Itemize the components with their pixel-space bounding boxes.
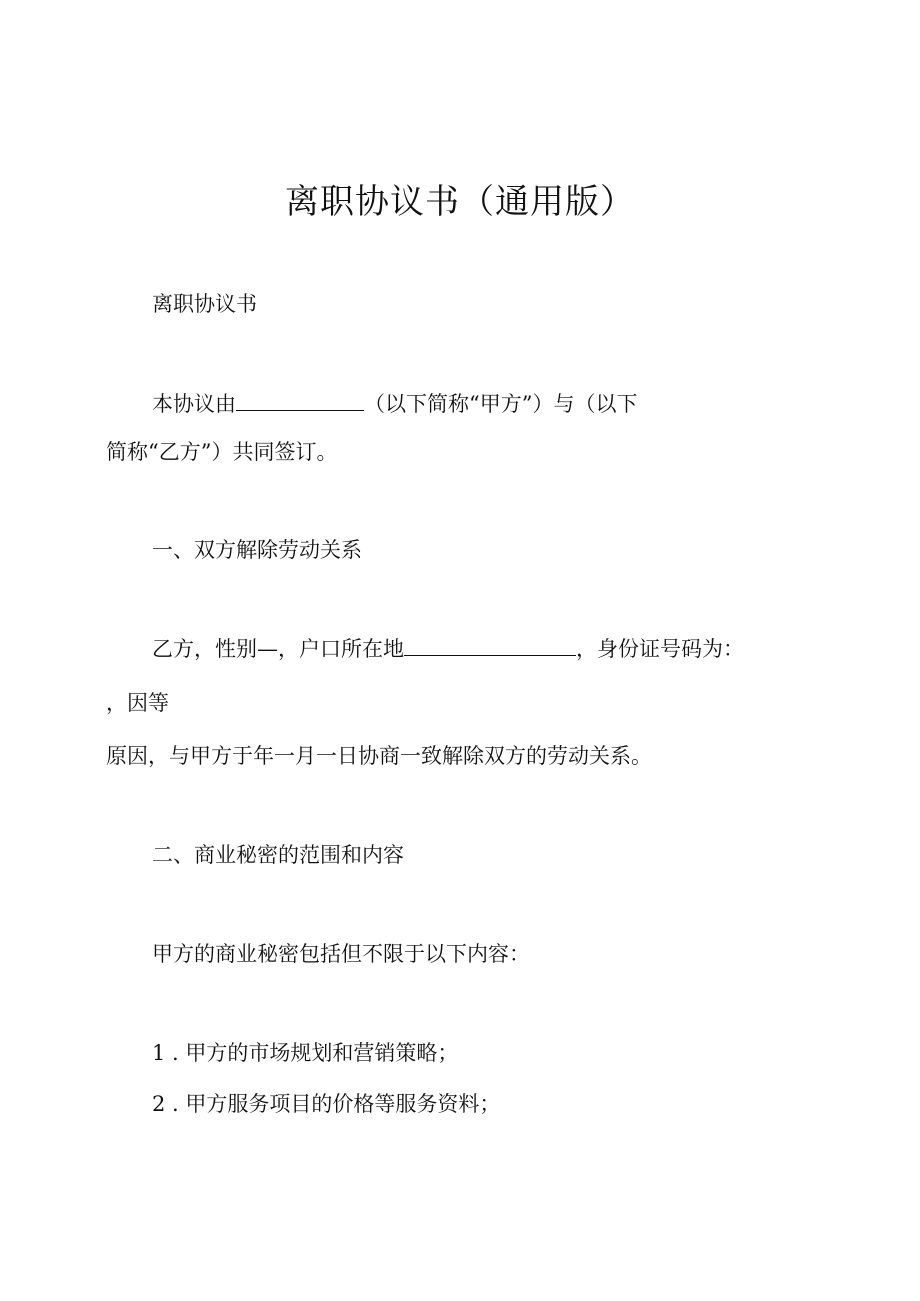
intro-text-1: 本协议由: [152, 392, 236, 416]
registered-residence-blank: [404, 635, 576, 656]
list-item: 1 . 甲方的市场规划和营销策略；: [152, 1041, 459, 1065]
intro-text-2: （以下简称“甲方”）与（以下: [364, 392, 638, 416]
document-title: 离职协议书（通用版）: [285, 182, 635, 222]
secrets-intro: 甲方的商业秘密包括但不限于以下内容：: [152, 942, 530, 966]
list-item: 2 . 甲方服务项目的价格等服务资料；: [152, 1092, 501, 1116]
section-1-heading: 一、双方解除劳动关系: [152, 538, 362, 562]
party-a-name-blank: [236, 390, 364, 411]
employee-paragraph-line2: ，因等: [106, 691, 169, 715]
intro-paragraph-line2: 简称“乙方”）共同签订。: [106, 440, 338, 464]
employee-paragraph-line3: 原因，与甲方于年一月一日协商一致解除双方的劳动关系。: [106, 744, 652, 768]
section-2-heading: 二、商业秘密的范围和内容: [152, 843, 404, 867]
employee-paragraph-line1: [152, 634, 744, 664]
employee-text-1: 乙方，性别—，户口所在地: [152, 637, 404, 661]
employee-text-2: ，身份证号码为：: [576, 637, 744, 661]
intro-paragraph-line1: [152, 389, 637, 419]
document-subtitle: 离职协议书: [152, 292, 257, 316]
